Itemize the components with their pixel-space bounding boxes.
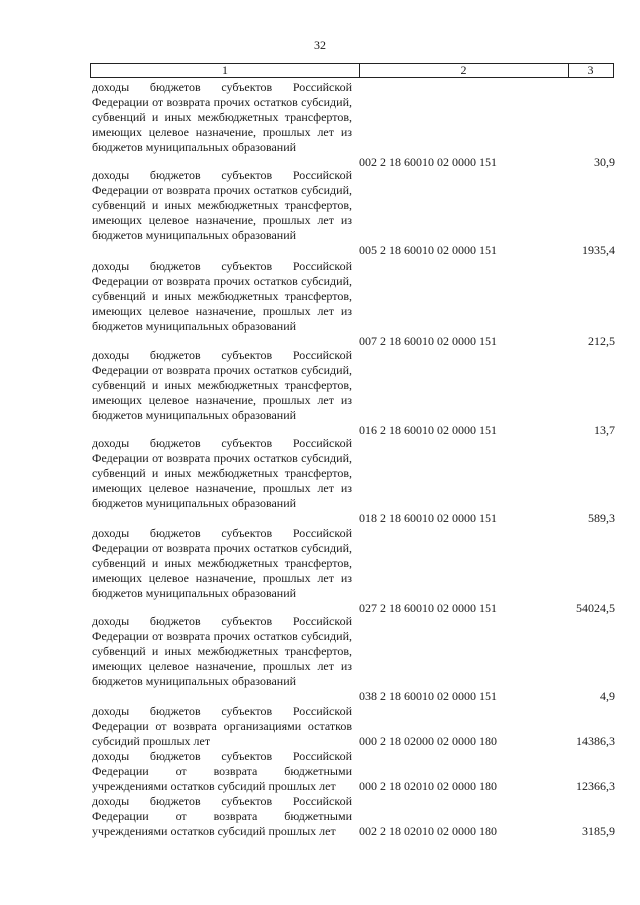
page-number: 32 bbox=[314, 38, 326, 52]
row-code: 016 2 18 60010 02 0000 151 bbox=[359, 423, 497, 437]
row-code: 002 2 18 02010 02 0000 180 bbox=[359, 824, 497, 838]
row-description: доходы бюджетов субъектов Российской Федерации от возврата прочих остатков субсидий, субвенций и иных межбюджетных трансфертов, имеющих целевое назначение, прошлых лет из бюджетов муниципальных образований bbox=[92, 80, 352, 154]
row-amount: 54024,5 bbox=[576, 601, 615, 615]
table-header bbox=[90, 63, 614, 78]
row-amount: 212,5 bbox=[588, 334, 615, 348]
row-code: 005 2 18 60010 02 0000 151 bbox=[359, 243, 497, 257]
row-description: доходы бюджетов субъектов Российской Федерации от возврата прочих остатков субсидий, субвенций и иных межбюджетных трансфертов, имеющих целевое назначение, прошлых лет из бюджетов муниципальных образований bbox=[92, 614, 352, 688]
row-description: доходы бюджетов субъектов Российской Федерации от возврата прочих остатков субсидий, субвенций и иных межбюджетных трансфертов, имеющих целевое назначение, прошлых лет из бюджетов муниципальных образований bbox=[92, 348, 352, 422]
row-amount: 589,3 bbox=[588, 511, 615, 525]
row-amount: 12366,3 bbox=[576, 779, 615, 793]
row-description: доходы бюджетов субъектов Российской Федерации от возврата прочих остатков субсидий, субвенций и иных межбюджетных трансфертов, имеющих целевое назначение, прошлых лет из бюджетов муниципальных образований bbox=[92, 168, 352, 242]
row-amount: 13,7 bbox=[594, 423, 615, 437]
row-code: 000 2 18 02010 02 0000 180 bbox=[359, 779, 497, 793]
row-description: доходы бюджетов субъектов Российской Федерации от возврата прочих остатков субсидий, субвенций и иных межбюджетных трансфертов, имеющих целевое назначение, прошлых лет из бюджетов муниципальных образований bbox=[92, 259, 352, 333]
row-description: доходы бюджетов субъектов Российской Федерации от возврата бюджетными учреждениями остатков субсидий прошлых лет bbox=[92, 794, 352, 838]
header-col-1: 1 bbox=[91, 64, 360, 77]
row-description: доходы бюджетов субъектов Российской Федерации от возврата прочих остатков субсидий, субвенций и иных межбюджетных трансфертов, имеющих целевое назначение, прошлых лет из бюджетов муниципальных образований bbox=[92, 526, 352, 600]
row-amount: 3185,9 bbox=[582, 824, 615, 838]
header-col-2: 2 bbox=[359, 64, 569, 77]
header-col-3: 3 bbox=[587, 63, 594, 77]
row-amount: 1935,4 bbox=[582, 243, 615, 257]
row-amount: 4,9 bbox=[600, 689, 615, 703]
row-description: доходы бюджетов субъектов Российской Федерации от возврата прочих остатков субсидий, субвенций и иных межбюджетных трансфертов, имеющих целевое назначение, прошлых лет из бюджетов муниципальных образований bbox=[92, 436, 352, 510]
row-code: 018 2 18 60010 02 0000 151 bbox=[359, 511, 497, 525]
row-description: доходы бюджетов субъектов Российской Федерации от возврата бюджетными учреждениями остатков субсидий прошлых лет bbox=[92, 749, 352, 793]
row-code: 027 2 18 60010 02 0000 151 bbox=[359, 601, 497, 615]
row-code: 002 2 18 60010 02 0000 151 bbox=[359, 155, 497, 169]
row-code: 038 2 18 60010 02 0000 151 bbox=[359, 689, 497, 703]
row-amount: 14386,3 bbox=[576, 734, 615, 748]
row-amount: 30,9 bbox=[594, 155, 615, 169]
row-code: 000 2 18 02000 02 0000 180 bbox=[359, 734, 497, 748]
row-description: доходы бюджетов субъектов Российской Федерации от возврата организациями остатков субсидий прошлых лет bbox=[92, 704, 352, 748]
row-code: 007 2 18 60010 02 0000 151 bbox=[359, 334, 497, 348]
